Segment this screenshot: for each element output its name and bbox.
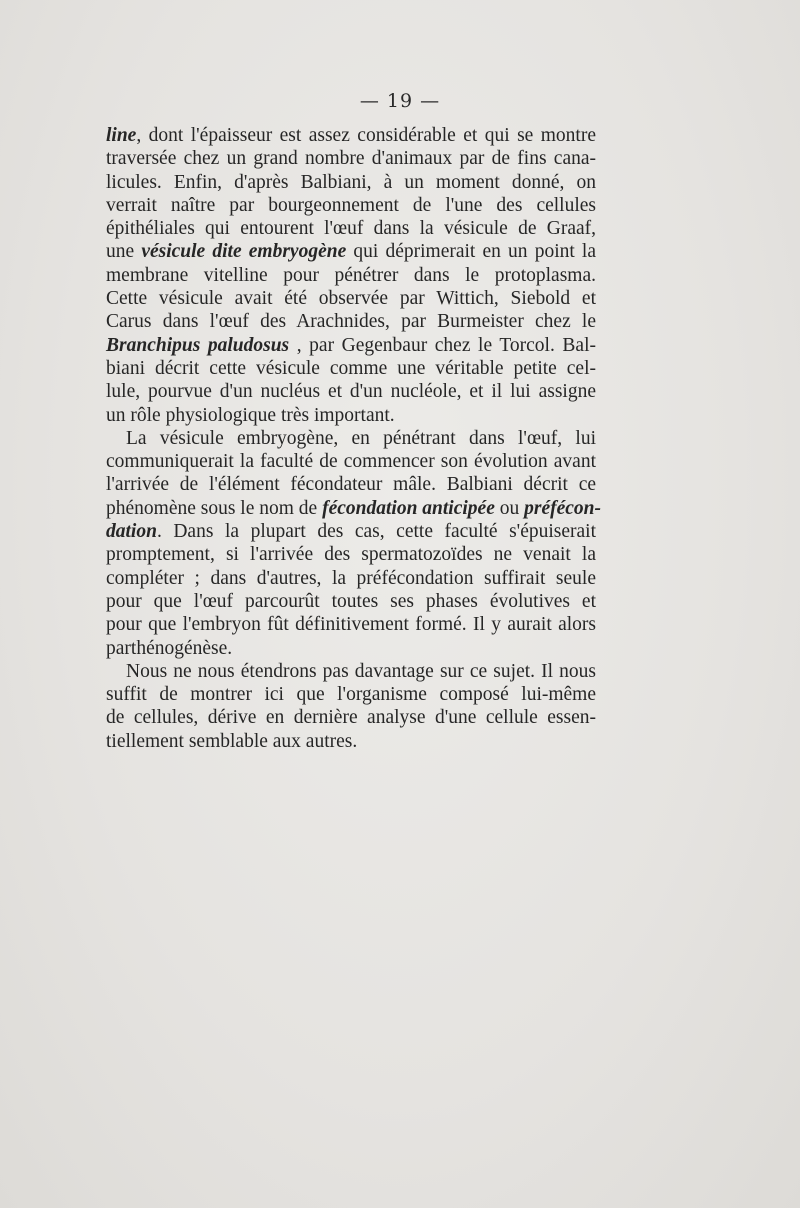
text-line — [106, 217, 596, 240]
text-run: un rôle physiologique très important. — [106, 404, 395, 426]
text-line — [106, 660, 596, 683]
italic-term: dation — [106, 521, 157, 543]
text-run: promptement, si l'arrivée des spermatozoïdes ne venait la — [106, 544, 596, 566]
text-run: épithéliales qui entourent l'œuf dans la vésicule de Graaf, — [106, 218, 596, 240]
text-line — [106, 473, 596, 496]
text-run: Cette vésicule avait été observée par Wittich, Siebold et — [106, 288, 596, 310]
text-line — [106, 124, 596, 147]
text-run: . Dans la plupart des cas, cette faculté s'épuiserait — [156, 521, 596, 543]
page-number: — 19 — — [359, 90, 441, 112]
text-run: communiquerait la faculté de commencer son évolution avant — [106, 451, 596, 473]
text-line — [106, 287, 596, 310]
text-line — [106, 590, 596, 613]
italic-term: fécondation anticipée — [322, 497, 495, 519]
text-line — [106, 637, 596, 660]
text-run: Carus dans l'œuf des Arachnides, par Burmeister chez le — [106, 311, 596, 333]
italic-term: line — [106, 125, 137, 146]
text-line — [106, 543, 596, 566]
text-run: qui déprimerait en un point la — [346, 241, 597, 263]
text-run: La vésicule embryogène, en pénétrant dans l'œuf, lui — [126, 427, 596, 449]
text-run: verrait naître par bourgeonnement de l'une des cellules — [106, 194, 596, 216]
text-line — [106, 567, 596, 590]
text-line — [106, 683, 596, 706]
text-run: de cellules, dérive en dernière analyse d'une cellule essen- — [106, 707, 596, 729]
text-line — [106, 240, 596, 263]
text-run: tiellement semblable aux autres. — [106, 730, 358, 752]
text-run: ou — [494, 497, 525, 519]
text-line — [106, 730, 596, 753]
text-run: Nous ne nous étendrons pas davantage sur ce sujet. Il nous — [126, 660, 596, 682]
text-run: lule, pourvue d'un nucléus et d'un nucléole, et il lui assigne — [106, 381, 596, 403]
text-line — [106, 147, 596, 170]
text-line — [106, 450, 596, 473]
text-line — [106, 706, 596, 729]
text-line — [106, 520, 596, 543]
text-line — [106, 264, 596, 287]
text-run: , dont l'épaisseur est assez considérable et qui se montre — [136, 125, 596, 146]
text-line — [106, 310, 596, 333]
text-run: traversée chez un grand nombre d'animaux par de fins cana- — [106, 148, 596, 170]
text-line — [106, 427, 596, 450]
text-line — [106, 380, 596, 403]
text-run: , par Gegenbaur chez le Torcol. Bal- — [289, 334, 596, 356]
text-line — [106, 357, 596, 380]
body-text — [106, 124, 602, 753]
text-line — [106, 171, 596, 194]
text-run: pour que l'œuf parcourût toutes ses phases évolutives et — [106, 590, 596, 612]
text-line — [106, 404, 596, 427]
text-run: compléter ; dans d'autres, la préfécondation suffirait seule — [106, 567, 596, 589]
text-line — [106, 497, 602, 520]
text-run: l'arrivée de l'élément fécondateur mâle. Balbiani décrit ce — [106, 474, 596, 496]
text-run: suffit de montrer ici que l'organisme composé lui-même — [106, 684, 596, 706]
text-line — [106, 334, 596, 357]
italic-term: Branchipus paludosus — [106, 334, 290, 356]
text-run: licules. Enfin, d'après Balbiani, à un moment donné, on — [106, 171, 596, 193]
italic-term: vésicule dite embryogène — [141, 241, 347, 263]
text-run: pour que l'embryon fût définitivement formé. Il y aurait alors — [106, 614, 596, 636]
text-run: phénomène sous le nom de — [106, 497, 323, 519]
italic-term: préfécon- — [524, 497, 602, 519]
text-line — [106, 194, 596, 217]
text-line — [106, 613, 596, 636]
text-run: biani décrit cette vésicule comme une véritable petite cel- — [106, 357, 596, 379]
text-run: parthénogénèse. — [106, 637, 233, 659]
text-run: membrane vitelline pour pénétrer dans le protoplasma. — [106, 264, 596, 286]
text-run: une — [106, 241, 142, 263]
